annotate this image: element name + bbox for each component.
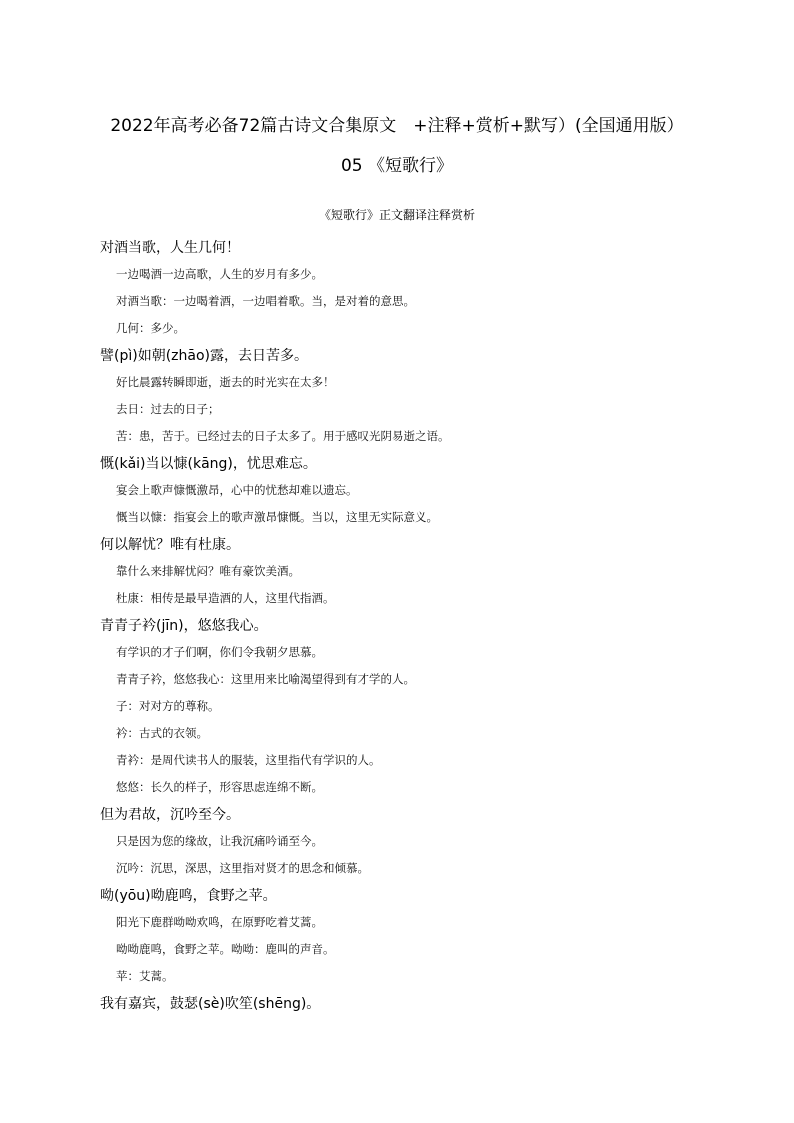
annotation-line: 衿：古式的衣领。 — [116, 726, 208, 740]
section-subtitle: 《短歌行》正文翻译注释赏析 — [318, 208, 475, 222]
annotation-line: 对酒当歌：一边喝着酒，一边唱着歌。当，是对着的意思。 — [116, 294, 415, 308]
annotation-line: 靠什么来排解忧闷？唯有豪饮美酒。 — [116, 564, 300, 578]
poem-content — [100, 237, 720, 1020]
annotation-line: 青衿：是周代读书人的服装，这里指代有学识的人。 — [116, 753, 381, 767]
annotation-line: 好比晨露转瞬即逝，逝去的时光实在太多！ — [116, 375, 335, 389]
poem-line: 呦(yōu)呦鹿鸣，食野之苹。 — [100, 888, 277, 904]
poem-line: 我有嘉宾，鼓瑟(sè)吹笙(shēng)。 — [100, 996, 321, 1012]
annotation-line: 苹：艾蒿。 — [116, 969, 174, 983]
annotation-line: 只是因为您的缘故，让我沉痛吟诵至今。 — [116, 834, 323, 848]
poem-line: 但为君故，沉吟至今。 — [100, 807, 240, 823]
annotation-line: 沉吟：沉思，深思，这里指对贤才的思念和倾慕。 — [116, 861, 369, 875]
annotation-line: 一边喝酒一边高歌，人生的岁月有多少。 — [116, 267, 323, 281]
poem-line: 何以解忧？唯有杜康。 — [100, 537, 240, 553]
annotation-line: 去日：过去的日子； — [116, 402, 220, 416]
annotation-line: 苦：患，苦于。已经过去的日子太多了。用于感叹光阴易逝之语。 — [116, 429, 450, 443]
annotation-line: 青青子衿，悠悠我心：这里用来比喻渴望得到有才学的人。 — [116, 672, 415, 686]
poem-line: 青青子衿(jīn)，悠悠我心。 — [100, 618, 268, 634]
document-title: 2022年高考必备72篇古诗文合集原文 +注释+赏析+默写）(全国通用版） — [110, 116, 684, 136]
annotation-line: 呦呦鹿鸣，食野之苹。呦呦：鹿叫的声音。 — [116, 942, 335, 956]
poem-line: 对酒当歌，人生几何！ — [100, 240, 240, 256]
poem-title: 05 《短歌行》 — [340, 156, 454, 176]
annotation-line: 宴会上歌声慷慨激昂，心中的忧愁却难以遗忘。 — [116, 483, 358, 497]
poem-line: 譬(pì)如朝(zhāo)露，去日苦多。 — [100, 348, 308, 364]
annotation-line: 子：对对方的尊称。 — [116, 699, 220, 713]
poem-line: 慨(kǎi)当以慷(kāng)，忧思难忘。 — [100, 456, 317, 472]
annotation-line: 几何：多少。 — [116, 321, 185, 335]
annotation-line: 悠悠：长久的样子，形容思虑连绵不断。 — [116, 780, 323, 794]
annotation-line: 有学识的才子们啊，你们令我朝夕思慕。 — [116, 645, 323, 659]
annotation-line: 阳光下鹿群呦呦欢鸣，在原野吃着艾蒿。 — [116, 915, 323, 929]
annotation-line: 杜康：相传是最早造酒的人，这里代指酒。 — [116, 591, 335, 605]
annotation-line: 慨当以慷：指宴会上的歌声激昂慷慨。当以，这里无实际意义。 — [116, 510, 438, 524]
